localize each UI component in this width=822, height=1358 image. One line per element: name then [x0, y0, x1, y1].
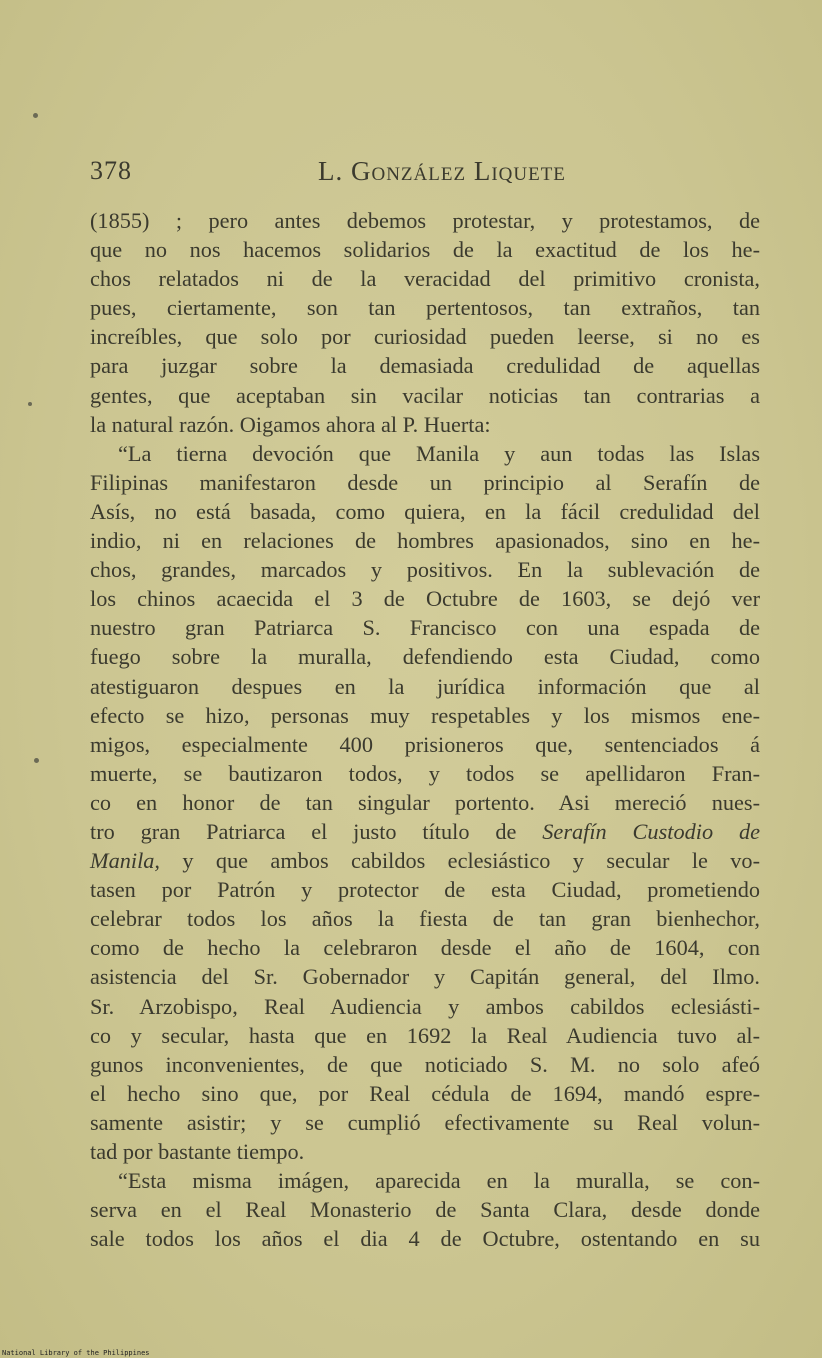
text-line: gentes, que aceptaban sin vacilar noticias tan contrarias a	[90, 382, 760, 408]
text-line: co en honor de tan singular portento. Asi mereció nues-	[90, 789, 760, 815]
text-line: efecto se hizo, personas muy respetables y los mismos ene-	[90, 702, 760, 728]
text-line: serva en el Real Monasterio de Santa Clara, desde donde	[90, 1197, 760, 1223]
text-line: co y secular, hasta que en 1692 la Real Audiencia tuvo al-	[90, 1022, 760, 1048]
text-line: gunos inconvenientes, de que noticiado S. M. no solo afeó	[90, 1051, 760, 1077]
text-line: indio, ni en relaciones de hombres apasionados, sino en he-	[90, 528, 760, 554]
text-line: como de hecho la celebraron desde el año de 1604, con	[90, 935, 760, 961]
text-line: “Esta misma imágen, aparecida en la muralla, se con-	[118, 1168, 760, 1194]
text-line: asistencia del Sr. Gobernador y Capitán general, del Ilmo.	[90, 964, 760, 990]
text-line: increíbles, que solo por curiosidad pueden leerse, si no es	[90, 324, 760, 350]
text-line: “La tierna devoción que Manila y aun todas las Islas	[118, 440, 760, 466]
text-line: chos, grandes, marcados y positivos. En la sublevación de	[90, 557, 760, 583]
text-line: la natural razón. Oigamos ahora al P. Huerta:	[90, 411, 491, 437]
text-line: el hecho sino que, por Real cédula de 1694, mandó espre-	[90, 1080, 760, 1106]
text-line: nuestro gran Patriarca S. Francisco con una espada de	[90, 615, 760, 641]
italic-title: Serafín Custodio de	[542, 818, 761, 844]
text-line: sale todos los años el dia 4 de Octubre, ostentando en su	[90, 1226, 760, 1252]
text-line: atestiguaron despues en la jurídica información que al	[90, 673, 760, 699]
text-line: tasen por Patrón y protector de esta Ciudad, prometiendo	[90, 877, 760, 903]
text-line: Filipinas manifestaron desde un principio al Serafín de	[90, 469, 760, 495]
running-title: L. González Liquete	[318, 156, 566, 186]
text-fragment: tro gran Patriarca el justo título de	[90, 818, 517, 844]
text-line: Sr. Arzobispo, Real Audiencia y ambos cabildos eclesiásti-	[90, 993, 760, 1019]
text-line: celebrar todos los años la fiesta de tan gran bienhechor,	[90, 906, 760, 932]
text-line: muerte, se bautizaron todos, y todos se apellidaron Fran-	[90, 760, 760, 786]
text-line: pues, ciertamente, son tan pertentosos, tan extraños, tan	[90, 295, 760, 321]
page-number: 378	[90, 156, 132, 185]
body-text	[90, 206, 760, 1253]
text-line: (1855) ; pero antes debemos protestar, y protestamos, de	[90, 208, 760, 233]
text-line: fuego sobre la muralla, defendiendo esta Ciudad, como	[90, 644, 760, 670]
text-line: que no nos hacemos solidarios de la exactitud de los he-	[90, 237, 760, 263]
ink-speck	[28, 402, 32, 406]
text-fragment: y que ambos cabildos eclesiástico y secular le vo-	[182, 848, 760, 874]
ink-speck	[34, 758, 39, 763]
text-line: los chinos acaecida el 3 de Octubre de 1603, se dejó ver	[90, 586, 760, 612]
text-line: migos, especialmente 400 prisioneros que, sentenciados á	[90, 731, 760, 757]
text-line	[90, 846, 760, 875]
text-line	[90, 817, 760, 846]
italic-title: Manila,	[90, 848, 160, 874]
text-line: tad por bastante tiempo.	[90, 1139, 305, 1164]
page-header	[90, 156, 760, 190]
text-line: samente asistir; y se cumplió efectivamente su Real volun-	[90, 1109, 760, 1135]
text-line: chos relatados ni de la veracidad del primitivo cronista,	[90, 266, 760, 292]
library-footer: National Library of the Philippines	[2, 1349, 150, 1357]
text-line: Asís, no está basada, como quiera, en la fácil credulidad del	[90, 498, 760, 524]
ink-speck	[33, 113, 38, 118]
text-line: para juzgar sobre la demasiada credulidad de aquellas	[90, 353, 760, 379]
